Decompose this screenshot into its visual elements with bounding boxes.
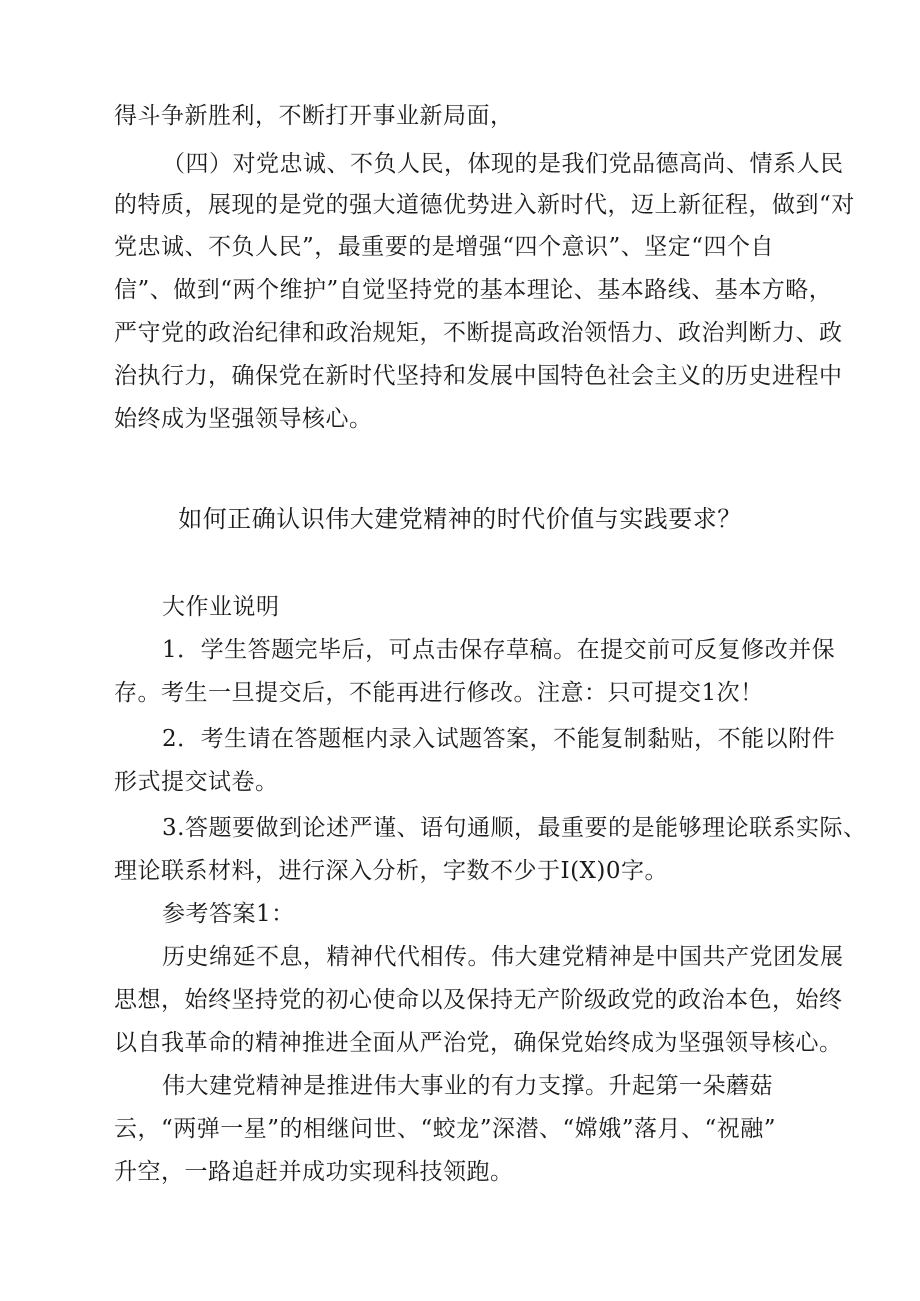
text-line: 治执行力，确保党在新时代坚持和发展中国特色社会主义的历史进程中: [114, 363, 843, 389]
text-line: 存。考生一旦提交后，不能再进行修改。注意：只可提交1次！: [114, 680, 764, 706]
text-line: 云，“两弹一星”的相继问世、“蛟龙”深潜、“嫦娥”落月、“祝融”: [114, 1116, 777, 1142]
text-line: 严守党的政治纪律和政治规矩，不断提高政治领悟力、政治判断力、政: [114, 320, 843, 346]
text-line: 历史绵延不息，精神代代相传。伟大建党精神是中国共产党团发展: [162, 944, 844, 970]
section-title: 如何正确认识伟大建党精神的时代价值与实践要求？: [178, 505, 742, 533]
instructions-heading: 大作业说明: [162, 594, 280, 620]
text-line: 理论联系材料，进行深入分析，字数不少于I(X)0字。: [114, 858, 669, 884]
text-line: 升空，一路追赶并成功实现科技领跑。: [114, 1159, 514, 1185]
answer-heading: 参考答案1：: [162, 901, 295, 927]
text-line: 2．考生请在答题框内录入试题答案，不能复制黏贴，不能以附件: [162, 726, 836, 752]
text-line: 党忠诚、不负人民”，最重要的是增强“四个意识”、坚定“四个自: [114, 234, 775, 260]
text-line: 形式提交试卷。: [114, 769, 279, 795]
text-line: （四）对党忠诚、不负人民，体现的是我们党品德高尚、情系人民: [162, 151, 844, 177]
text-line: 1．学生答题完毕后，可点击保存草稿。在提交前可反复修改并保: [162, 637, 836, 663]
text-line: 的特质，展现的是党的强大道德优势进入新时代，迈上新征程，做到“对: [114, 192, 855, 218]
text-line: 伟大建党精神是推进伟大事业的有力支撑。升起第一朵蘑菇: [162, 1073, 773, 1099]
text-line: 始终成为坚强领导核心。: [114, 406, 373, 432]
text-line: 思想，始终坚持党的初心使命以及保持无产阶级政党的政治本色，始终: [114, 987, 843, 1013]
text-line: 以自我革命的精神推进全面从严治党，确保党始终成为坚强领导核心。: [114, 1030, 843, 1056]
text-line: 信”、做到“两个维护”自觉坚持党的基本理论、基本路线、基本方略，: [114, 277, 833, 303]
text-line: 得斗争新胜利，不断打开事业新局面，: [114, 103, 514, 129]
text-line: 3.答题要做到论述严谨、语句通顺，最重要的是能够理论联系实际、: [162, 815, 867, 841]
